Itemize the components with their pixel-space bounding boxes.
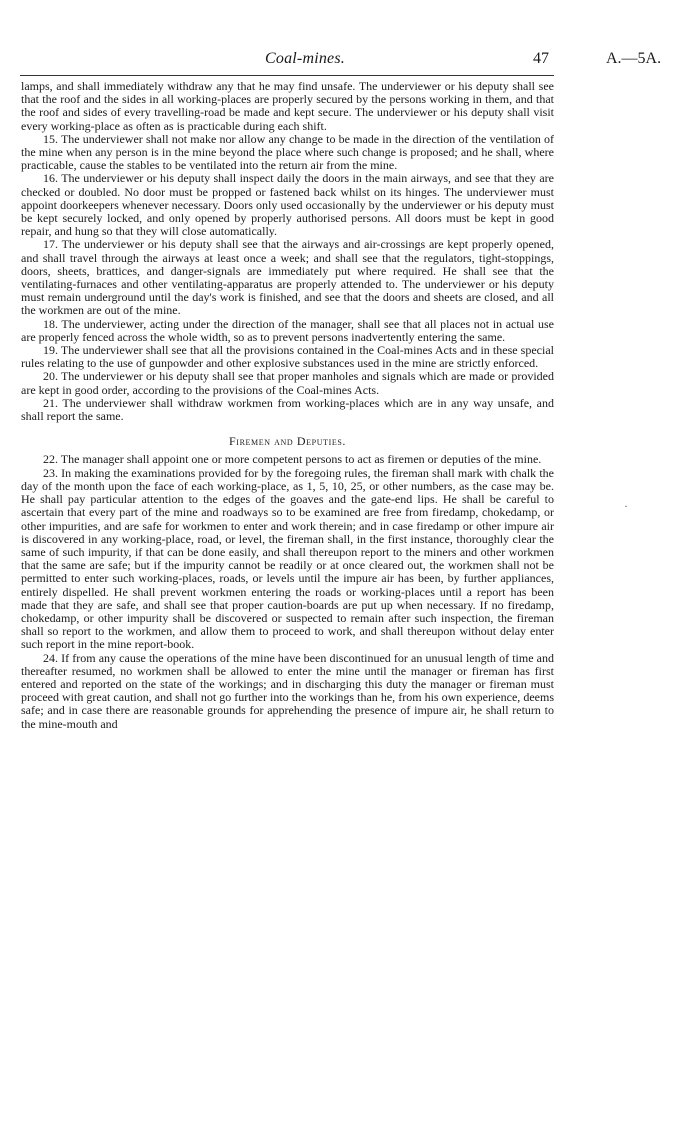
rule-18: 18. The underviewer, acting under the direction of the manager, shall see that all places not in actual use are properly fenced across the whole width, so as to prevent persons inadvertently entering the same.	[21, 316, 554, 344]
document-reference: A.—5A.	[606, 50, 662, 67]
rule-24: 24. If from any cause the operations of the mine have been discontinued for an unusual length of time and thereafter resumed, no workmen shall be allowed to enter the mine until the manager or fireman has first entered and reported on the state of the workings; and in discharging this duty the manager or fireman must proceed with great caution, and shall not go further into the workings than he, from his own experience, deems safe; and in case there are reasonable grounds for apprehending the presence of impure air, he shall return to the mine-mouth and	[21, 650, 554, 731]
paragraph-continued: lamps, and shall immediately withdraw any that he may find unsafe. The underviewer or his deputy shall see that the roof and the sides in all working-places are properly secured by the persons working in them, and that the roof and sides of every travelling-road be made and kept secure. The underviewer or his deputy shall visit every working-place as often as is practicable during each shift.	[21, 79, 554, 133]
page-number: 47	[533, 50, 549, 67]
rule-17: 17. The underviewer or his deputy shall see that the airways and air-crossings are kept properly opened, and shall travel through the airways at least once a week; and shall see that the regulators, tight-stoppings, doors, sheets, brattices, and danger-signals are immediately put where required. He shall see that the ventilating-furnaces and other ventilating-apparatus are properly attended to. The underviewer or his deputy must remain underground until the day's work is finished, and see that the doors and sheets are closed, and all the workmen are out of the mine.	[21, 237, 554, 318]
rule-19: 19. The underviewer shall see that all the provisions contained in the Coal-mines Acts and in these special rules relating to the use of gunpowder and other explosive substances used in the mine are strictly enforced.	[21, 343, 554, 371]
header-rule	[20, 75, 554, 76]
running-title: Coal-mines.	[265, 50, 345, 67]
rule-23: 23. In making the examinations provided for by the foregoing rules, the fireman shall mark with chalk the day of the month upon the face of each working-place, as 1, 5, 10, 25, or other numbers, as the case may be. He shall pay particular attention to the edges of the goaves and the gate-end lips. He shall be careful to ascertain that every part of the mine and roadways so to be examined are free from firedamp, chokedamp, or other impurities, and are safe for workmen to enter and work therein; and in case firedamp or other impure air is discovered in any working-place, road, or level, the fireman shall, in the first instance, thoroughly clear the same of such impurity, if that can be done easily, and shall thereupon report to the miners and other workmen that the same are safe; but if the impurity cannot be readily or at once cleared out, the workmen shall not be permitted to enter such working-places, roads, or levels until the impure air has been, by further appliances, entirely dispelled. He shall prevent workmen entering the roads or working-places until a report has been made that they are safe, and shall see that proper caution-boards are put up when necessary. If no firedamp, chokedamp, or other impurity shall be discovered or suspected to remain after such inspection, the fireman shall so report to the workmen, and allow them to proceed to work, and shall thereupon without delay enter such report in the mine report-book.	[21, 465, 554, 652]
page-header	[0, 50, 700, 72]
section-heading: Firemen and Deputies.	[229, 434, 346, 449]
rule-16: 16. The underviewer or his deputy shall inspect daily the doors in the main airways, and see that they are checked or doubled. No door must be propped or fastened back whilst on its hinges. The underviewer must appoint doorkeepers whenever necessary. Doors only used occasionally by the underviewer or his deputy must be kept securely locked, and only opened by properly authorised persons. All doors must be kept in good repair, and hung so that they will close automatically.	[21, 171, 554, 239]
rule-22: 22. The manager shall appoint one or more competent persons to act as firemen or deputies of the mine.	[43, 452, 542, 467]
rule-15: 15. The underviewer shall not make nor allow any change to be made in the direction of the ventilation of the mine when any person is in the mine beyond the place where such change is proposed; and he shall, where practicable, cause the stables to be ventilated into the return air from the mine.	[21, 131, 554, 173]
rule-20: 20. The underviewer or his deputy shall see that proper manholes and signals which are made or provided are kept in good order, according to the provisions of the Coal-mines Acts.	[21, 369, 554, 397]
rule-21: 21. The underviewer shall withdraw workmen from working-places which are in any way unsafe, and shall report the same.	[21, 395, 554, 424]
margin-speck: ·	[624, 499, 628, 513]
body-text	[21, 80, 554, 731]
